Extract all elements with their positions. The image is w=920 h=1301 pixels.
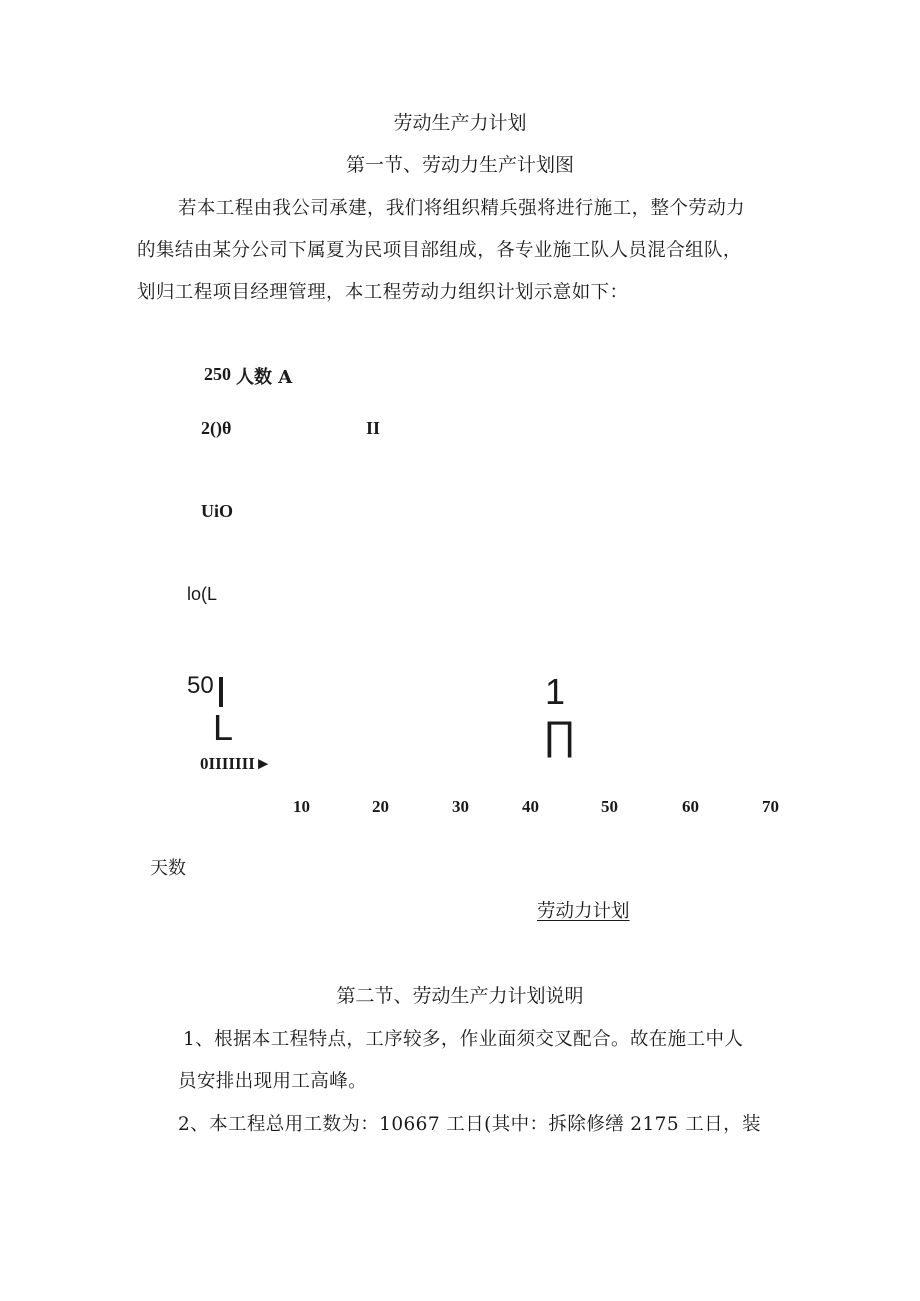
intro-line-1: 若本工程由我公司承建，我们将组织精兵强将进行施工，整个劳动力 [178, 198, 746, 219]
chart-caption: 劳动力计划 [537, 901, 630, 922]
intro-line-2: 的集结由某分公司下属夏为民项目部组成，各专业施工队人员混合组队， [137, 240, 742, 261]
x-axis-label: 天数 [150, 858, 186, 879]
x-tick-50: 50 [601, 797, 618, 816]
y-axis-label: 人数 A [236, 367, 293, 388]
x-tick-70: 70 [762, 797, 779, 816]
annotation-1: 1 [545, 671, 566, 712]
section2-heading: 第二节、劳动生产力计划说明 [336, 985, 584, 1007]
section1-heading: 第一节、劳动力生产计划图 [345, 154, 574, 176]
intro-line-3: 划归工程项目经理管理，本工程劳动力组织计划示意如下： [137, 282, 629, 303]
y-tick-200: 2()θ [201, 418, 232, 438]
bar-segment-left-top [219, 677, 223, 707]
annotation-pi: ∏ [543, 714, 576, 758]
document-title: 劳动生产力计划 [393, 112, 527, 134]
item2-line-1: 2、本工程总用工数为：10667 工日(其中：拆除修缮 2175 工日，装 [178, 1114, 761, 1135]
x-tick-40: 40 [522, 797, 539, 816]
y-tick-100: lo(L [187, 584, 218, 604]
y-tick-250: 250 [204, 364, 231, 384]
annotation-l-mark: L [213, 707, 234, 748]
y-tick-50: 50 [187, 672, 214, 699]
item1-line-1: 1、根据本工程特点，工序较多，作业面须交叉配合。故在施工中人 [183, 1029, 744, 1050]
x-tick-10: 10 [293, 797, 310, 816]
labor-chart [0, 350, 920, 910]
x-tick-60: 60 [682, 797, 699, 816]
y-tick-0-axis: 0IIIIIII► [200, 754, 272, 773]
y-tick-150: UiO [201, 501, 234, 521]
x-tick-30: 30 [452, 797, 469, 816]
annotation-ii: II [366, 418, 381, 438]
x-tick-20: 20 [372, 797, 389, 816]
item1-line-2: 员安排出现用工高峰。 [178, 1071, 368, 1092]
